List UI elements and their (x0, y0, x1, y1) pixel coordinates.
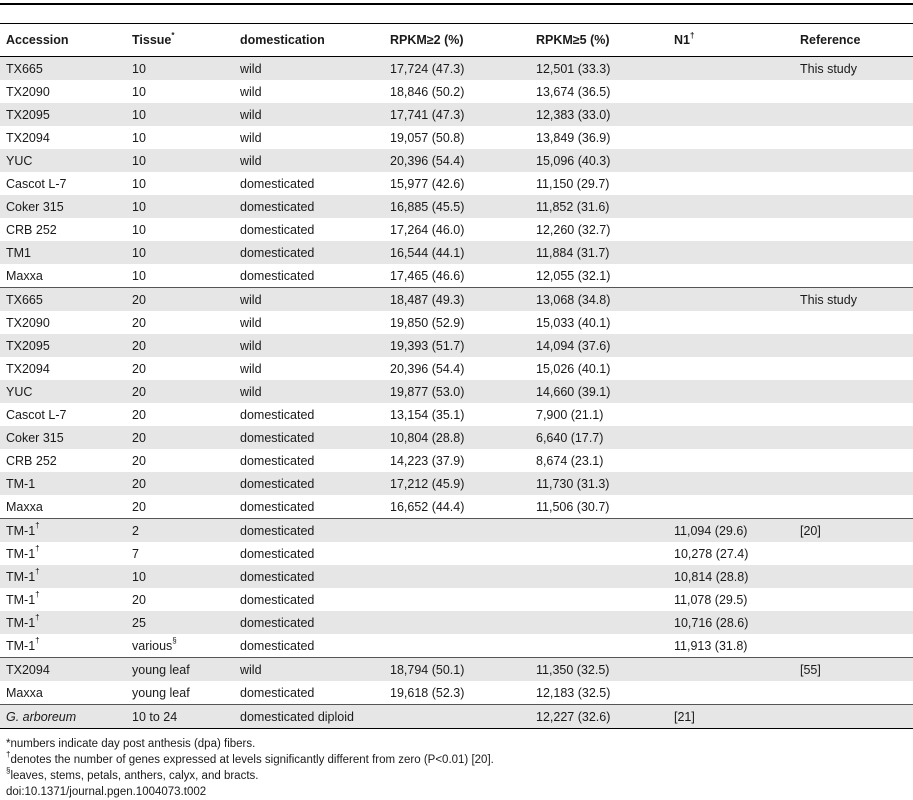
cell-reference (794, 103, 913, 126)
cell-reference (794, 80, 913, 103)
col-reference: Reference (800, 33, 861, 47)
cell-reference (794, 472, 913, 495)
cell-rpkm5: 12,227 (32.6) (530, 705, 668, 729)
cell-tissue: 10 (126, 103, 234, 126)
table-row (0, 519, 913, 543)
cell-rpkm2 (384, 588, 530, 611)
cell-accession: Maxxa (6, 499, 43, 514)
cell-domestication: domesticated (240, 453, 315, 468)
table-row (0, 658, 913, 682)
cell-n1 (668, 311, 794, 334)
cell-domestication: wild (234, 288, 384, 312)
table-row (0, 403, 913, 426)
cell-domestication: domesticated (234, 241, 384, 264)
table-row (0, 495, 913, 519)
cell-n1 (668, 241, 794, 264)
cell-tissue: 10 (126, 241, 234, 264)
cell-rpkm5: 13,068 (34.8) (530, 288, 668, 312)
cell-accession: TX2095 (0, 103, 126, 126)
cell-tissue: 10 (132, 222, 146, 237)
cell-domestication: domesticated (240, 176, 315, 191)
col-tissue: Tissue* (132, 30, 175, 47)
table-row (0, 264, 913, 288)
col-accession: Accession (6, 33, 69, 47)
cell-domestication: wild (240, 315, 262, 330)
cell-reference: This study (794, 288, 913, 312)
cell-tissue: 10 to 24 (126, 705, 234, 729)
cell-domestication: domesticated (234, 611, 384, 634)
cell-domestication: wild (234, 103, 384, 126)
cell-accession: TX2094 (6, 130, 50, 145)
cell-accession: CRB 252 (6, 222, 57, 237)
cell-accession: Coker 315 (0, 195, 126, 218)
cell-reference (794, 588, 913, 611)
cell-tissue: 20 (132, 315, 146, 330)
cell-n1 (668, 403, 794, 426)
cell-rpkm2: 20,396 (54.4) (384, 149, 530, 172)
cell-rpkm5: 15,033 (40.1) (536, 315, 611, 330)
cell-n1: 10,278 (27.4) (674, 546, 749, 561)
cell-n1: 10,716 (28.6) (668, 611, 794, 634)
cell-rpkm2 (384, 565, 530, 588)
cell-rpkm5: 7,900 (21.1) (536, 407, 604, 422)
cell-n1 (668, 172, 794, 195)
cell-tissue: 10 (132, 176, 146, 191)
cell-accession: Maxxa (6, 268, 43, 283)
footnote-star: *numbers indicate day post anthesis (dpa) fibers. (6, 738, 256, 750)
cell-rpkm5 (530, 565, 668, 588)
cell-n1 (668, 495, 794, 519)
cell-reference (794, 565, 913, 588)
cell-accession: YUC (0, 149, 126, 172)
cell-tissue: young leaf (126, 658, 234, 682)
cell-accession: TX2094 (6, 361, 50, 376)
table-row (0, 426, 913, 449)
cell-reference: [55] (794, 658, 913, 682)
table-row (0, 380, 913, 403)
cell-rpkm5: 13,674 (36.5) (536, 84, 611, 99)
cell-n1 (668, 80, 794, 103)
cell-rpkm5: 12,183 (32.5) (536, 685, 611, 700)
cell-rpkm5 (530, 634, 668, 658)
cell-tissue: 20 (132, 407, 146, 422)
cell-reference (794, 705, 913, 729)
top-rule (0, 3, 913, 5)
cell-tissue: various§ (132, 636, 177, 653)
cell-rpkm5: 11,350 (32.5) (530, 658, 668, 682)
cell-rpkm2: 10,804 (28.8) (384, 426, 530, 449)
cell-rpkm2 (384, 705, 530, 729)
cell-accession: TM1 (0, 241, 126, 264)
table-row (0, 172, 913, 195)
table-row (0, 126, 913, 149)
footnotes (6, 736, 494, 800)
cell-rpkm2: 14,223 (37.9) (390, 453, 465, 468)
cell-accession: TM-1† (0, 565, 126, 588)
cell-rpkm2: 19,618 (52.3) (390, 685, 465, 700)
cell-rpkm2: 18,794 (50.1) (384, 658, 530, 682)
cell-reference: This study (794, 57, 913, 81)
cell-n1 (668, 357, 794, 380)
cell-domestication: domesticated (234, 195, 384, 218)
col-n1: N1† (674, 30, 695, 47)
cell-accession: Cascot L-7 (6, 407, 67, 422)
cell-domestication: domesticated (234, 472, 384, 495)
cell-domestication: domesticated (234, 426, 384, 449)
table-row (0, 472, 913, 495)
cell-reference (794, 449, 913, 472)
cell-accession: TM-1† (6, 544, 40, 561)
cell-domestication: domesticated (234, 519, 384, 543)
cell-reference (794, 634, 913, 658)
table-row (0, 634, 913, 658)
cell-rpkm2: 17,465 (46.6) (390, 268, 465, 283)
cell-reference (794, 611, 913, 634)
cell-tissue: 10 (126, 57, 234, 81)
table-row (0, 149, 913, 172)
cell-rpkm2 (384, 542, 530, 565)
cell-rpkm5: 8,674 (23.1) (536, 453, 604, 468)
cell-n1: 10,814 (28.8) (668, 565, 794, 588)
cell-accession: Coker 315 (0, 426, 126, 449)
col-domestication: domestication (240, 33, 325, 47)
cell-rpkm2: 17,741 (47.3) (384, 103, 530, 126)
cell-reference (794, 542, 913, 565)
cell-n1 (668, 57, 794, 81)
cell-reference (794, 311, 913, 334)
cell-rpkm2: 19,057 (50.8) (390, 130, 465, 145)
cell-domestication: domesticated diploid (234, 705, 384, 729)
cell-n1 (668, 288, 794, 312)
table-row (0, 357, 913, 380)
cell-tissue: 20 (126, 288, 234, 312)
table-body (0, 57, 913, 729)
cell-domestication: wild (240, 361, 262, 376)
cell-domestication: domesticated (240, 499, 315, 514)
cell-rpkm2: 19,393 (51.7) (384, 334, 530, 357)
cell-rpkm2 (384, 611, 530, 634)
cell-rpkm5 (530, 542, 668, 565)
cell-rpkm5: 11,884 (31.7) (530, 241, 668, 264)
cell-accession: TM-1† (0, 519, 126, 543)
cell-rpkm5: 14,094 (37.6) (530, 334, 668, 357)
cell-rpkm2: 19,877 (53.0) (384, 380, 530, 403)
cell-reference (794, 241, 913, 264)
cell-rpkm2: 16,885 (45.5) (384, 195, 530, 218)
cell-accession: TM-1† (6, 636, 40, 653)
cell-tissue: 20 (132, 499, 146, 514)
cell-tissue: young leaf (132, 685, 190, 700)
cell-n1 (668, 149, 794, 172)
cell-domestication: domesticated (234, 565, 384, 588)
cell-rpkm5: 12,260 (32.7) (536, 222, 611, 237)
cell-rpkm5: 13,849 (36.9) (536, 130, 611, 145)
doi-text: doi:10.1371/journal.pgen.1004073.t002 (6, 786, 207, 798)
cell-rpkm2 (384, 519, 530, 543)
cell-rpkm5: 15,026 (40.1) (536, 361, 611, 376)
table-row (0, 57, 913, 81)
cell-reference (794, 380, 913, 403)
cell-n1 (668, 334, 794, 357)
cell-tissue: 10 (126, 195, 234, 218)
table-row (0, 241, 913, 264)
cell-domestication: domesticated (240, 268, 315, 283)
cell-accession: TM-1† (6, 590, 40, 607)
cell-n1 (668, 472, 794, 495)
cell-rpkm5: 14,660 (39.1) (530, 380, 668, 403)
cell-rpkm2: 16,652 (44.4) (390, 499, 465, 514)
table-row (0, 705, 913, 729)
table-row (0, 565, 913, 588)
cell-rpkm5 (530, 588, 668, 611)
cell-n1 (668, 380, 794, 403)
cell-n1 (668, 426, 794, 449)
table-row (0, 611, 913, 634)
cell-accession: TX2090 (6, 84, 50, 99)
cell-domestication: domesticated (240, 546, 315, 561)
cell-rpkm5 (530, 519, 668, 543)
table-row (0, 449, 913, 472)
cell-domestication: wild (234, 149, 384, 172)
cell-domestication: wild (234, 658, 384, 682)
col-rpkm2: RPKM≥2 (%) (390, 33, 464, 47)
cell-rpkm2: 15,977 (42.6) (390, 176, 465, 191)
cell-rpkm5: 11,730 (31.3) (530, 472, 668, 495)
cell-reference (794, 149, 913, 172)
cell-n1 (668, 103, 794, 126)
cell-domestication: wild (234, 380, 384, 403)
cell-tissue: 25 (126, 611, 234, 634)
cell-reference: [20] (794, 519, 913, 543)
cell-n1: 11,913 (31.8) (674, 638, 748, 653)
cell-tissue: 20 (132, 361, 146, 376)
cell-accession: CRB 252 (6, 453, 57, 468)
header-row (0, 24, 913, 57)
cell-rpkm5 (530, 611, 668, 634)
cell-rpkm5: 11,150 (29.7) (536, 176, 610, 191)
cell-reference (794, 495, 913, 519)
cell-reference (794, 126, 913, 149)
cell-reference (794, 403, 913, 426)
cell-n1 (668, 218, 794, 241)
cell-tissue: 10 (126, 149, 234, 172)
cell-n1 (668, 681, 794, 705)
table-row (0, 542, 913, 565)
cell-tissue: 20 (126, 472, 234, 495)
cell-domestication: wild (234, 57, 384, 81)
footnote-section: §leaves, stems, petals, anthers, calyx, and bracts. (6, 766, 259, 782)
col-rpkm5: RPKM≥5 (%) (536, 33, 610, 47)
cell-rpkm5: 12,055 (32.1) (536, 268, 611, 283)
cell-accession: G. arboreum (0, 705, 126, 729)
cell-n1 (668, 264, 794, 288)
cell-accession: YUC (0, 380, 126, 403)
cell-tissue: 20 (126, 380, 234, 403)
cell-reference (794, 195, 913, 218)
cell-reference (794, 218, 913, 241)
cell-n1 (668, 658, 794, 682)
cell-reference (794, 334, 913, 357)
cell-rpkm2: 17,724 (47.3) (384, 57, 530, 81)
cell-domestication: wild (234, 334, 384, 357)
cell-domestication: wild (240, 130, 262, 145)
cell-tissue: 20 (126, 334, 234, 357)
cell-n1 (668, 126, 794, 149)
cell-tissue: 10 (132, 268, 146, 283)
table-row (0, 588, 913, 611)
cell-rpkm5: 15,096 (40.3) (530, 149, 668, 172)
cell-accession: TM-1† (0, 611, 126, 634)
cell-accession: TM-1 (0, 472, 126, 495)
cell-reference (794, 681, 913, 705)
cell-rpkm2: 18,846 (50.2) (390, 84, 465, 99)
cell-tissue: 20 (132, 453, 146, 468)
cell-tissue: 20 (126, 426, 234, 449)
cell-accession: Maxxa (6, 685, 43, 700)
cell-rpkm2: 16,544 (44.1) (384, 241, 530, 264)
expression-table (0, 23, 913, 729)
cell-accession: TX665 (0, 288, 126, 312)
cell-rpkm2: 18,487 (49.3) (384, 288, 530, 312)
cell-rpkm5: 12,383 (33.0) (530, 103, 668, 126)
cell-domestication: domesticated (240, 222, 315, 237)
table-row (0, 311, 913, 334)
cell-rpkm2: 13,154 (35.1) (390, 407, 465, 422)
cell-rpkm2 (384, 634, 530, 658)
cell-reference (794, 264, 913, 288)
cell-accession: TX2095 (0, 334, 126, 357)
cell-rpkm2: 17,264 (46.0) (390, 222, 465, 237)
cell-rpkm2: 20,396 (54.4) (390, 361, 465, 376)
cell-domestication: domesticated (240, 685, 315, 700)
cell-rpkm5: 11,852 (31.6) (530, 195, 668, 218)
cell-n1 (668, 195, 794, 218)
cell-rpkm5: 11,506 (30.7) (536, 499, 610, 514)
cell-tissue: 10 (126, 565, 234, 588)
cell-rpkm2: 19,850 (52.9) (390, 315, 465, 330)
table-row (0, 103, 913, 126)
cell-n1: 11,094 (29.6) (668, 519, 794, 543)
table-row (0, 288, 913, 312)
cell-reference (794, 172, 913, 195)
footnote-dagger: †denotes the number of genes expressed at levels significantly different from zero (P<0.01) [20]. (6, 750, 494, 766)
cell-n1: [21] (668, 705, 794, 729)
cell-domestication: domesticated (240, 638, 315, 653)
cell-tissue: 7 (132, 546, 139, 561)
cell-domestication: wild (240, 84, 262, 99)
cell-tissue: 2 (126, 519, 234, 543)
cell-reference (794, 357, 913, 380)
table-row (0, 218, 913, 241)
cell-domestication: domesticated (240, 407, 315, 422)
cell-n1 (668, 449, 794, 472)
cell-n1: 11,078 (29.5) (674, 592, 748, 607)
cell-rpkm5: 6,640 (17.7) (530, 426, 668, 449)
table-row (0, 80, 913, 103)
cell-accession: TX665 (0, 57, 126, 81)
cell-rpkm5: 12,501 (33.3) (530, 57, 668, 81)
table-row (0, 681, 913, 705)
cell-rpkm2: 17,212 (45.9) (384, 472, 530, 495)
cell-accession: TX2090 (6, 315, 50, 330)
cell-domestication: domesticated (240, 592, 315, 607)
cell-accession: Cascot L-7 (6, 176, 67, 191)
cell-tissue: 10 (132, 84, 146, 99)
cell-reference (794, 426, 913, 449)
table-row (0, 195, 913, 218)
table-row (0, 334, 913, 357)
cell-tissue: 10 (132, 130, 146, 145)
cell-accession: TX2094 (0, 658, 126, 682)
cell-tissue: 20 (132, 592, 146, 607)
